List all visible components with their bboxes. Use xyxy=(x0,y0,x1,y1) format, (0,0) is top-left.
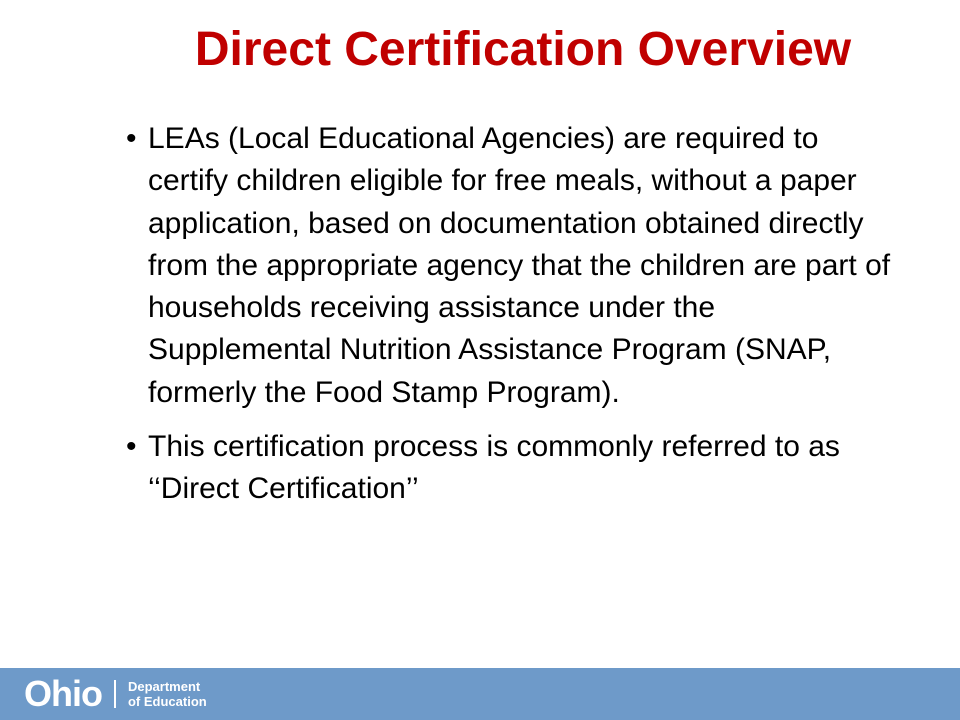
logo-dept-line2: of Education xyxy=(127,694,207,709)
footer-bar xyxy=(0,668,960,720)
bullet-item xyxy=(120,118,900,414)
logo-department-text xyxy=(128,679,207,709)
slide-title: Direct Certification Overview xyxy=(194,23,852,76)
bullet-list xyxy=(120,118,900,523)
logo-ohio-wordmark: Ohio xyxy=(24,673,102,714)
bullet-marker: • xyxy=(126,430,137,464)
logo-divider xyxy=(114,680,116,708)
ohio-department-of-education-logo xyxy=(24,674,207,714)
bullet-marker: • xyxy=(126,122,137,155)
logo-dept-line1: Department xyxy=(127,679,201,694)
bullet-item xyxy=(120,426,900,511)
bullet-text: LEAs (Local Educational Agencies) are required to certify children eligible for free meals, without a paper application, based on documentation obtained directly from the appropriate agency that the children are part of households receiving assistance under the Supplemental Nutrition Assistance Program (SNAP, formerly the Food Stamp Program). xyxy=(148,122,891,409)
bullet-text: This certification process is commonly referred to as ‘‘Direct Certification’’ xyxy=(148,430,840,506)
